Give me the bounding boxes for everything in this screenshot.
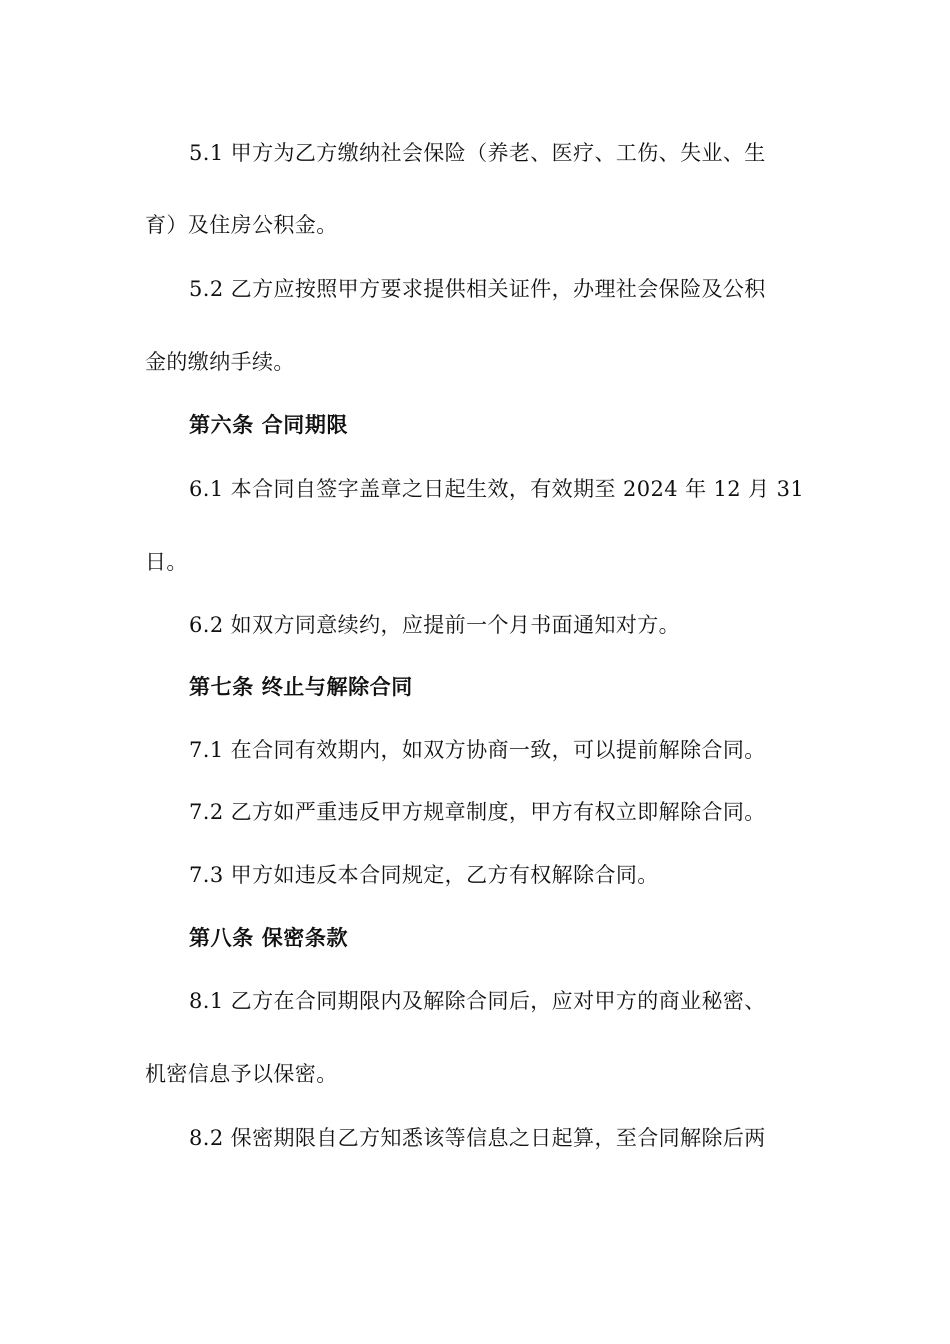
clause-6-1-line-1: 6.1 本合同自签字盖章之日起生效，有效期至 2024 年 12 月 31 [189, 477, 805, 501]
clause-5-2-line-1: 5.2 乙方应按照甲方要求提供相关证件，办理社会保险及公积 [189, 277, 766, 301]
article-7-heading: 第七条 终止与解除合同 [189, 675, 413, 699]
clause-7-2: 7.2 乙方如严重违反甲方规章制度，甲方有权立即解除合同。 [189, 800, 766, 824]
clause-7-1: 7.1 在合同有效期内，如双方协商一致，可以提前解除合同。 [189, 738, 766, 762]
clause-8-1-line-2: 机密信息予以保密。 [145, 1062, 338, 1086]
article-8-heading: 第八条 保密条款 [189, 926, 349, 950]
clause-7-3: 7.3 甲方如违反本合同规定，乙方有权解除合同。 [189, 863, 659, 887]
clause-5-1-line-2: 育）及住房公积金。 [145, 213, 338, 237]
clause-6-1-line-2: 日。 [145, 550, 188, 574]
clause-6-2: 6.2 如双方同意续约，应提前一个月书面通知对方。 [189, 613, 681, 637]
clause-5-1-line-1: 5.1 甲方为乙方缴纳社会保险（养老、医疗、工伤、失业、生 [189, 141, 766, 165]
clause-5-2-line-2: 金的缴纳手续。 [145, 350, 295, 374]
article-6-heading: 第六条 合同期限 [189, 413, 349, 437]
clause-8-2-line-1: 8.2 保密期限自乙方知悉该等信息之日起算，至合同解除后两 [189, 1126, 766, 1150]
clause-8-1-line-1: 8.1 乙方在合同期限内及解除合同后，应对甲方的商业秘密、 [189, 989, 766, 1013]
